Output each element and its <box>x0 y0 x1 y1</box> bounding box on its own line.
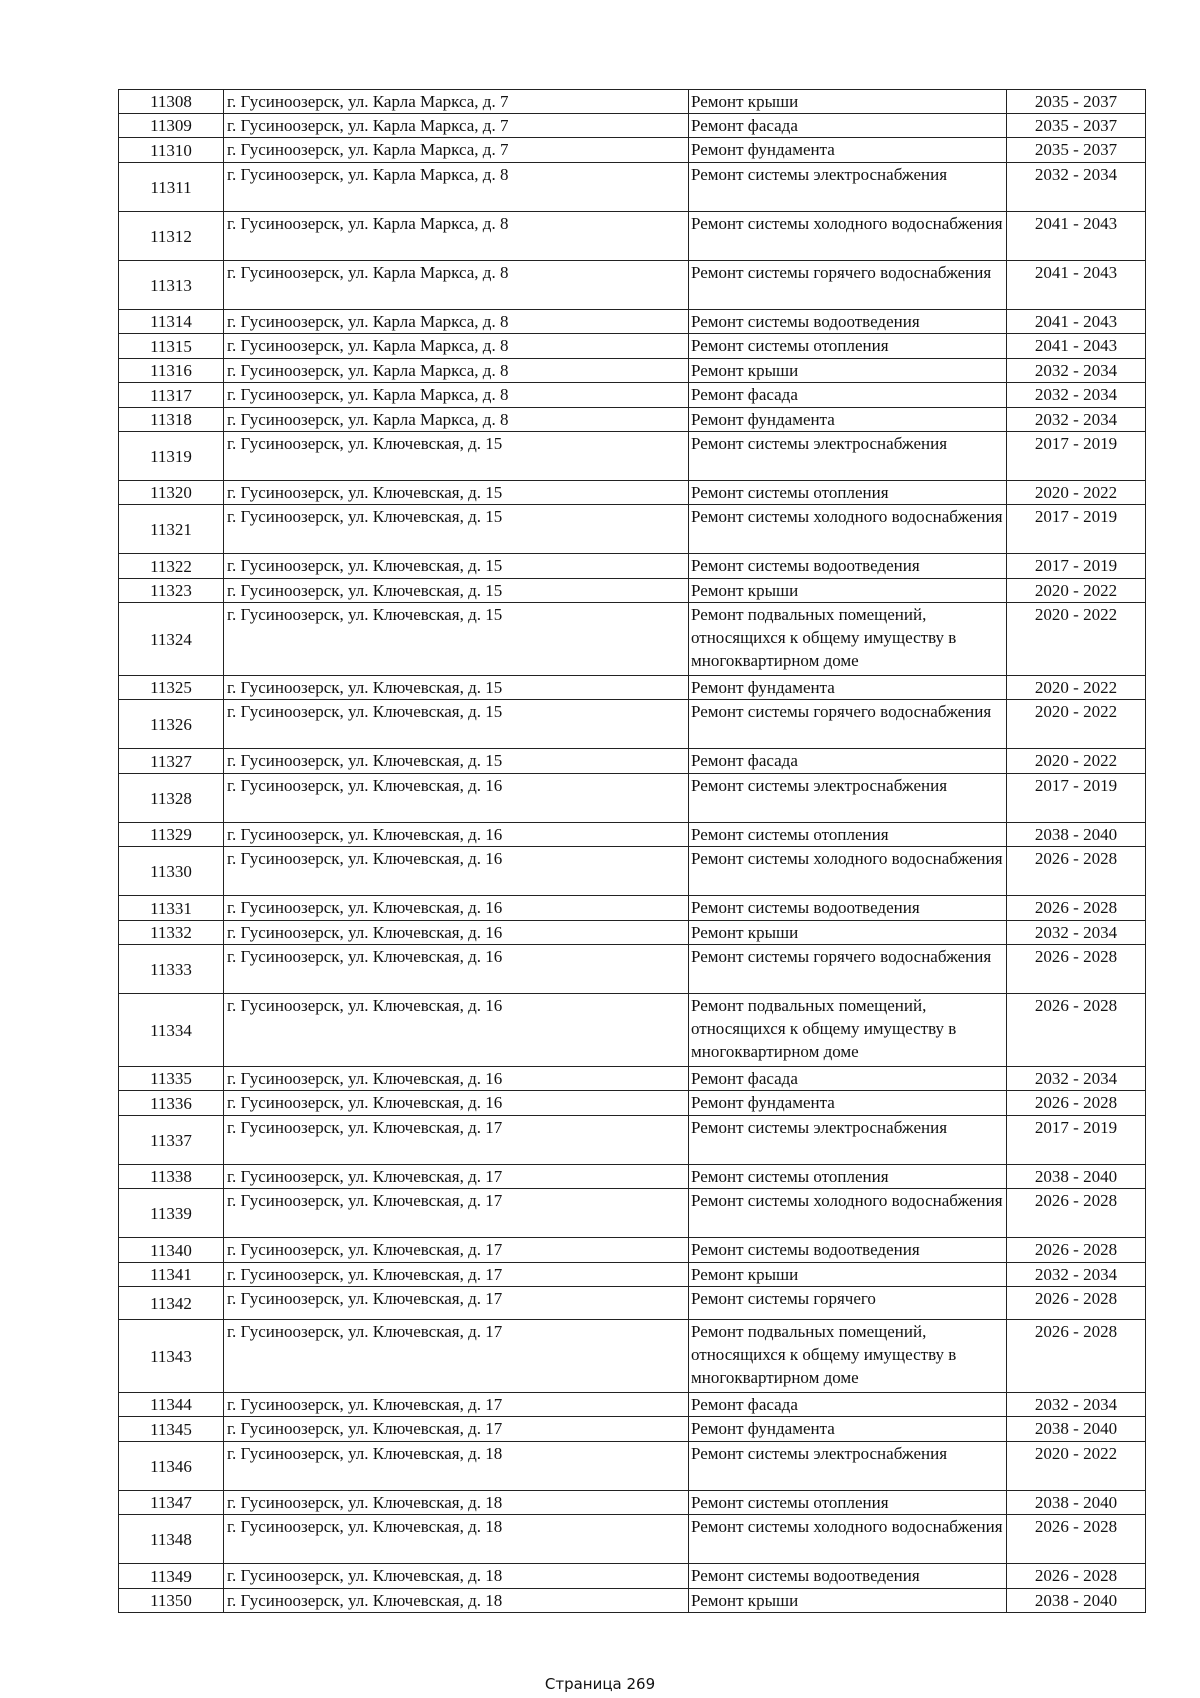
row-number-cell: 11327 <box>119 749 224 774</box>
work-type-cell: Ремонт системы отопления <box>689 1165 1007 1189</box>
row-number-cell: 11317 <box>119 383 224 408</box>
work-type-cell: Ремонт крыши <box>689 579 1007 603</box>
period-cell: 2020 - 2022 <box>1007 481 1146 505</box>
table-row <box>119 994 1146 1067</box>
period-cell: 2032 - 2034 <box>1007 163 1146 212</box>
work-type-cell: Ремонт системы холодного водоснабжения <box>689 1515 1007 1564</box>
table-row <box>119 1589 1146 1613</box>
row-number-cell: 11325 <box>119 676 224 700</box>
address-cell: г. Гусиноозерск, ул. Карла Маркса, д. 7 <box>224 114 689 138</box>
period-cell: 2032 - 2034 <box>1007 408 1146 432</box>
address-cell: г. Гусиноозерск, ул. Карла Маркса, д. 8 <box>224 212 689 261</box>
row-number-cell: 11339 <box>119 1189 224 1238</box>
period-cell: 2020 - 2022 <box>1007 676 1146 700</box>
row-number-cell: 11320 <box>119 481 224 505</box>
table-row <box>119 676 1146 700</box>
row-number-cell: 11319 <box>119 432 224 481</box>
work-type-cell: Ремонт фундамента <box>689 1417 1007 1442</box>
period-cell: 2017 - 2019 <box>1007 774 1146 823</box>
address-cell: г. Гусиноозерск, ул. Ключевская, д. 16 <box>224 921 689 945</box>
address-cell: г. Гусиноозерск, ул. Ключевская, д. 15 <box>224 749 689 774</box>
period-cell: 2026 - 2028 <box>1007 1515 1146 1564</box>
address-cell: г. Гусиноозерск, ул. Ключевская, д. 16 <box>224 896 689 921</box>
row-number-cell: 11313 <box>119 261 224 310</box>
table-row <box>119 823 1146 847</box>
address-cell: г. Гусиноозерск, ул. Карла Маркса, д. 7 <box>224 90 689 114</box>
work-type-cell: Ремонт системы водоотведения <box>689 310 1007 334</box>
address-cell: г. Гусиноозерск, ул. Ключевская, д. 17 <box>224 1417 689 1442</box>
period-cell: 2038 - 2040 <box>1007 1165 1146 1189</box>
work-type-cell: Ремонт крыши <box>689 921 1007 945</box>
table-row <box>119 310 1146 334</box>
row-number-cell: 11344 <box>119 1393 224 1417</box>
address-cell: г. Гусиноозерск, ул. Ключевская, д. 16 <box>224 1067 689 1091</box>
table-row <box>119 163 1146 212</box>
work-type-cell: Ремонт системы горячего водоснабжения <box>689 945 1007 994</box>
work-type-cell: Ремонт системы холодного водоснабжения <box>689 1189 1007 1238</box>
period-cell: 2038 - 2040 <box>1007 1417 1146 1442</box>
work-type-cell: Ремонт системы холодного водоснабжения <box>689 847 1007 896</box>
row-number-cell: 11326 <box>119 700 224 749</box>
table-body <box>119 90 1146 1613</box>
period-cell: 2041 - 2043 <box>1007 334 1146 359</box>
address-cell: г. Гусиноозерск, ул. Ключевская, д. 15 <box>224 676 689 700</box>
table-row <box>119 945 1146 994</box>
work-type-cell: Ремонт фасада <box>689 749 1007 774</box>
period-cell: 2041 - 2043 <box>1007 261 1146 310</box>
period-cell: 2026 - 2028 <box>1007 896 1146 921</box>
table-row <box>119 1515 1146 1564</box>
table-row <box>119 1491 1146 1515</box>
repair-schedule-table <box>118 89 1146 1613</box>
period-cell: 2026 - 2028 <box>1007 1238 1146 1263</box>
work-type-cell: Ремонт фундамента <box>689 1091 1007 1116</box>
period-cell: 2017 - 2019 <box>1007 432 1146 481</box>
table-row <box>119 212 1146 261</box>
address-cell: г. Гусиноозерск, ул. Карла Маркса, д. 8 <box>224 383 689 408</box>
work-type-cell: Ремонт крыши <box>689 1589 1007 1613</box>
page-number: Страница 269 <box>544 1675 656 1693</box>
work-type-cell: Ремонт фасада <box>689 114 1007 138</box>
table-row <box>119 921 1146 945</box>
row-number-cell: 11314 <box>119 310 224 334</box>
row-number-cell: 11350 <box>119 1589 224 1613</box>
period-cell: 2026 - 2028 <box>1007 1320 1146 1393</box>
row-number-cell: 11329 <box>119 823 224 847</box>
address-cell: г. Гусиноозерск, ул. Ключевская, д. 15 <box>224 554 689 579</box>
row-number-cell: 11341 <box>119 1263 224 1287</box>
table-row <box>119 432 1146 481</box>
row-number-cell: 11308 <box>119 90 224 114</box>
table-row <box>119 1564 1146 1589</box>
period-cell: 2026 - 2028 <box>1007 1091 1146 1116</box>
table-row <box>119 1393 1146 1417</box>
row-number-cell: 11316 <box>119 359 224 383</box>
row-number-cell: 11328 <box>119 774 224 823</box>
work-type-cell: Ремонт системы горячего водоснабжения <box>689 700 1007 749</box>
address-cell: г. Гусиноозерск, ул. Карла Маркса, д. 8 <box>224 163 689 212</box>
address-cell: г. Гусиноозерск, ул. Карла Маркса, д. 8 <box>224 359 689 383</box>
address-cell: г. Гусиноозерск, ул. Ключевская, д. 18 <box>224 1442 689 1491</box>
work-type-cell: Ремонт фасада <box>689 383 1007 408</box>
table-row <box>119 359 1146 383</box>
table-row <box>119 1442 1146 1491</box>
period-cell: 2020 - 2022 <box>1007 749 1146 774</box>
work-type-cell: Ремонт системы электроснабжения <box>689 432 1007 481</box>
row-number-cell: 11309 <box>119 114 224 138</box>
table-row <box>119 896 1146 921</box>
work-type-cell: Ремонт фасада <box>689 1067 1007 1091</box>
table-row <box>119 1067 1146 1091</box>
row-number-cell: 11330 <box>119 847 224 896</box>
table-row <box>119 603 1146 676</box>
work-type-cell: Ремонт системы электроснабжения <box>689 1442 1007 1491</box>
work-type-cell: Ремонт системы отопления <box>689 334 1007 359</box>
table-row <box>119 138 1146 163</box>
table-row <box>119 1417 1146 1442</box>
work-type-cell: Ремонт системы холодного водоснабжения <box>689 212 1007 261</box>
address-cell: г. Гусиноозерск, ул. Ключевская, д. 15 <box>224 579 689 603</box>
row-number-cell: 11315 <box>119 334 224 359</box>
row-number-cell: 11323 <box>119 579 224 603</box>
table-row <box>119 579 1146 603</box>
table-row <box>119 1189 1146 1238</box>
period-cell: 2032 - 2034 <box>1007 1393 1146 1417</box>
table-row <box>119 1263 1146 1287</box>
table-row <box>119 774 1146 823</box>
address-cell: г. Гусиноозерск, ул. Ключевская, д. 15 <box>224 432 689 481</box>
row-number-cell: 11337 <box>119 1116 224 1165</box>
period-cell: 2032 - 2034 <box>1007 1067 1146 1091</box>
period-cell: 2020 - 2022 <box>1007 603 1146 676</box>
work-type-cell: Ремонт крыши <box>689 90 1007 114</box>
period-cell: 2038 - 2040 <box>1007 823 1146 847</box>
table-row <box>119 1320 1146 1393</box>
work-type-cell: Ремонт подвальных помещений, относящихся к общему имуществу в многоквартирном доме <box>689 603 1007 676</box>
period-cell: 2017 - 2019 <box>1007 554 1146 579</box>
work-type-cell: Ремонт подвальных помещений, относящихся к общему имуществу в многоквартирном доме <box>689 994 1007 1067</box>
work-type-cell: Ремонт крыши <box>689 359 1007 383</box>
period-cell: 2032 - 2034 <box>1007 1263 1146 1287</box>
row-number-cell: 11332 <box>119 921 224 945</box>
table-row <box>119 383 1146 408</box>
work-type-cell: Ремонт системы отопления <box>689 823 1007 847</box>
address-cell: г. Гусиноозерск, ул. Ключевская, д. 18 <box>224 1589 689 1613</box>
table-row <box>119 334 1146 359</box>
address-cell: г. Гусиноозерск, ул. Ключевская, д. 16 <box>224 774 689 823</box>
work-type-cell: Ремонт фундамента <box>689 676 1007 700</box>
table-row <box>119 554 1146 579</box>
period-cell: 2017 - 2019 <box>1007 1116 1146 1165</box>
row-number-cell: 11333 <box>119 945 224 994</box>
address-cell: г. Гусиноозерск, ул. Карла Маркса, д. 7 <box>224 138 689 163</box>
address-cell: г. Гусиноозерск, ул. Ключевская, д. 18 <box>224 1491 689 1515</box>
row-number-cell: 11338 <box>119 1165 224 1189</box>
period-cell: 2038 - 2040 <box>1007 1491 1146 1515</box>
table-row <box>119 1238 1146 1263</box>
work-type-cell: Ремонт фасада <box>689 1393 1007 1417</box>
table-row <box>119 261 1146 310</box>
table-row <box>119 481 1146 505</box>
row-number-cell: 11340 <box>119 1238 224 1263</box>
address-cell: г. Гусиноозерск, ул. Карла Маркса, д. 8 <box>224 310 689 334</box>
period-cell: 2026 - 2028 <box>1007 945 1146 994</box>
address-cell: г. Гусиноозерск, ул. Ключевская, д. 16 <box>224 1091 689 1116</box>
address-cell: г. Гусиноозерск, ул. Ключевская, д. 15 <box>224 603 689 676</box>
row-number-cell: 11322 <box>119 554 224 579</box>
work-type-cell: Ремонт системы электроснабжения <box>689 1116 1007 1165</box>
period-cell: 2032 - 2034 <box>1007 383 1146 408</box>
address-cell: г. Гусиноозерск, ул. Ключевская, д. 17 <box>224 1263 689 1287</box>
table-row <box>119 1116 1146 1165</box>
period-cell: 2026 - 2028 <box>1007 994 1146 1067</box>
work-type-cell: Ремонт системы водоотведения <box>689 1238 1007 1263</box>
table-row <box>119 1165 1146 1189</box>
period-cell: 2020 - 2022 <box>1007 579 1146 603</box>
address-cell: г. Гусиноозерск, ул. Карла Маркса, д. 8 <box>224 408 689 432</box>
address-cell: г. Гусиноозерск, ул. Ключевская, д. 17 <box>224 1287 689 1320</box>
table-row <box>119 1091 1146 1116</box>
work-type-cell: Ремонт системы электроснабжения <box>689 163 1007 212</box>
period-cell: 2026 - 2028 <box>1007 1189 1146 1238</box>
table-row <box>119 1287 1146 1320</box>
address-cell: г. Гусиноозерск, ул. Ключевская, д. 18 <box>224 1515 689 1564</box>
address-cell: г. Гусиноозерск, ул. Ключевская, д. 15 <box>224 700 689 749</box>
period-cell: 2041 - 2043 <box>1007 310 1146 334</box>
row-number-cell: 11345 <box>119 1417 224 1442</box>
address-cell: г. Гусиноозерск, ул. Карла Маркса, д. 8 <box>224 261 689 310</box>
work-type-cell: Ремонт фундамента <box>689 138 1007 163</box>
table-row <box>119 505 1146 554</box>
address-cell: г. Гусиноозерск, ул. Ключевская, д. 16 <box>224 847 689 896</box>
address-cell: г. Гусиноозерск, ул. Ключевская, д. 16 <box>224 945 689 994</box>
address-cell: г. Гусиноозерск, ул. Ключевская, д. 17 <box>224 1189 689 1238</box>
row-number-cell: 11343 <box>119 1320 224 1393</box>
period-cell: 2041 - 2043 <box>1007 212 1146 261</box>
period-cell: 2020 - 2022 <box>1007 1442 1146 1491</box>
period-cell: 2017 - 2019 <box>1007 505 1146 554</box>
row-number-cell: 11310 <box>119 138 224 163</box>
row-number-cell: 11349 <box>119 1564 224 1589</box>
period-cell: 2032 - 2034 <box>1007 359 1146 383</box>
row-number-cell: 11348 <box>119 1515 224 1564</box>
table-row <box>119 90 1146 114</box>
period-cell: 2035 - 2037 <box>1007 114 1146 138</box>
row-number-cell: 11346 <box>119 1442 224 1491</box>
row-number-cell: 11311 <box>119 163 224 212</box>
address-cell: г. Гусиноозерск, ул. Ключевская, д. 17 <box>224 1238 689 1263</box>
row-number-cell: 11342 <box>119 1287 224 1320</box>
row-number-cell: 11335 <box>119 1067 224 1091</box>
work-type-cell: Ремонт системы водоотведения <box>689 554 1007 579</box>
work-type-cell: Ремонт системы горячего <box>689 1287 1007 1320</box>
row-number-cell: 11334 <box>119 994 224 1067</box>
period-cell: 2035 - 2037 <box>1007 138 1146 163</box>
work-type-cell: Ремонт системы отопления <box>689 1491 1007 1515</box>
work-type-cell: Ремонт системы электроснабжения <box>689 774 1007 823</box>
row-number-cell: 11318 <box>119 408 224 432</box>
period-cell: 2020 - 2022 <box>1007 700 1146 749</box>
address-cell: г. Гусиноозерск, ул. Ключевская, д. 15 <box>224 505 689 554</box>
table-row <box>119 114 1146 138</box>
period-cell: 2026 - 2028 <box>1007 1564 1146 1589</box>
work-type-cell: Ремонт подвальных помещений, относящихся к общему имуществу в многоквартирном доме <box>689 1320 1007 1393</box>
address-cell: г. Гусиноозерск, ул. Ключевская, д. 17 <box>224 1320 689 1393</box>
row-number-cell: 11331 <box>119 896 224 921</box>
table-row <box>119 749 1146 774</box>
work-type-cell: Ремонт фундамента <box>689 408 1007 432</box>
period-cell: 2032 - 2034 <box>1007 921 1146 945</box>
address-cell: г. Гусиноозерск, ул. Ключевская, д. 17 <box>224 1393 689 1417</box>
row-number-cell: 11312 <box>119 212 224 261</box>
row-number-cell: 11336 <box>119 1091 224 1116</box>
period-cell: 2026 - 2028 <box>1007 1287 1146 1320</box>
work-type-cell: Ремонт системы водоотведения <box>689 1564 1007 1589</box>
work-type-cell: Ремонт системы водоотведения <box>689 896 1007 921</box>
address-cell: г. Гусиноозерск, ул. Ключевская, д. 18 <box>224 1564 689 1589</box>
period-cell: 2038 - 2040 <box>1007 1589 1146 1613</box>
address-cell: г. Гусиноозерск, ул. Ключевская, д. 16 <box>224 994 689 1067</box>
table-row <box>119 700 1146 749</box>
table-row <box>119 408 1146 432</box>
row-number-cell: 11324 <box>119 603 224 676</box>
table-row <box>119 847 1146 896</box>
row-number-cell: 11347 <box>119 1491 224 1515</box>
address-cell: г. Гусиноозерск, ул. Ключевская, д. 17 <box>224 1165 689 1189</box>
address-cell: г. Гусиноозерск, ул. Ключевская, д. 16 <box>224 823 689 847</box>
period-cell: 2026 - 2028 <box>1007 847 1146 896</box>
work-type-cell: Ремонт крыши <box>689 1263 1007 1287</box>
period-cell: 2035 - 2037 <box>1007 90 1146 114</box>
address-cell: г. Гусиноозерск, ул. Ключевская, д. 15 <box>224 481 689 505</box>
work-type-cell: Ремонт системы отопления <box>689 481 1007 505</box>
work-type-cell: Ремонт системы горячего водоснабжения <box>689 261 1007 310</box>
work-type-cell: Ремонт системы холодного водоснабжения <box>689 505 1007 554</box>
address-cell: г. Гусиноозерск, ул. Ключевская, д. 17 <box>224 1116 689 1165</box>
address-cell: г. Гусиноозерск, ул. Карла Маркса, д. 8 <box>224 334 689 359</box>
row-number-cell: 11321 <box>119 505 224 554</box>
